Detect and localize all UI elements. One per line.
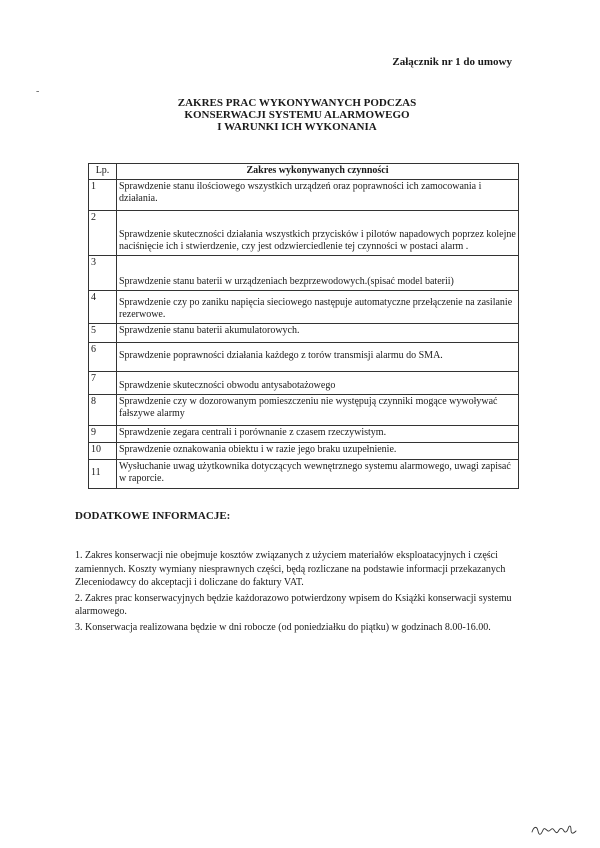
document-title bbox=[0, 97, 600, 133]
row-number: 3 bbox=[89, 255, 117, 290]
row-number: 5 bbox=[89, 323, 117, 342]
row-text: Sprawdzenie poprawności działania każdego z torów transmisji alarmu do SMA. bbox=[117, 342, 519, 371]
table-row bbox=[89, 459, 519, 488]
row-number: 4 bbox=[89, 290, 117, 323]
row-text: Sprawdzenie stanu baterii w urządzeniach bezprzewodowych.(spisać model baterii) bbox=[117, 255, 519, 290]
table-row bbox=[89, 255, 519, 290]
table-row bbox=[89, 323, 519, 342]
row-text: Sprawdzenie stanu baterii akumulatorowych. bbox=[117, 323, 519, 342]
row-text: Wysłuchanie uwag użytkownika dotyczących wewnętrznego systemu alarmowego, uwagi zapisać w raporcie. bbox=[117, 459, 519, 488]
list-item: 1. Zakres konserwacji nie obejmuje kosztów związanych z użyciem materiałów eksploatacyjnych i części zamiennych. Koszty wymiany niesprawnych części, będą rozliczane na podstawie informacji przekazanych Zleceniodawcy do akceptacji i doliczane do faktury VAT. bbox=[75, 550, 506, 588]
attachment-label: Załącznik nr 1 do umowy bbox=[392, 56, 512, 68]
title-line: I WARUNKI ICH WYKONANIA bbox=[217, 121, 377, 133]
row-number: 10 bbox=[89, 442, 117, 459]
row-text: Sprawdzenie stanu ilościowego wszystkich urządzeń oraz poprawności ich zamocowania i działania. bbox=[117, 179, 519, 210]
row-text: Sprawdzenie zegara centrali i porównanie z czasem rzeczywistym. bbox=[117, 425, 519, 442]
work-scope-table bbox=[88, 163, 519, 489]
row-number: 2 bbox=[89, 210, 117, 255]
table-header-row bbox=[89, 164, 519, 180]
row-number: 9 bbox=[89, 425, 117, 442]
table-row bbox=[89, 371, 519, 394]
table-row bbox=[89, 342, 519, 371]
title-line: KONSERWACJI SYSTEMU ALARMOWEGO bbox=[184, 109, 410, 121]
header-lp: Lp. bbox=[89, 164, 117, 180]
row-text: Sprawdzenie skuteczności obwodu antysabotażowego bbox=[117, 371, 519, 394]
handwritten-signature bbox=[530, 822, 580, 838]
list-item: 2. Zakres prac konserwacyjnych będzie każdorazowo potwierdzony wpisem do Książki konserwacji systemu alarmowego. bbox=[75, 592, 512, 617]
row-text: Sprawdzenie czy w dozorowanym pomieszczeniu nie występują czynniki mogące wywoływać fałszywe alarmy bbox=[117, 394, 519, 425]
table-row bbox=[89, 394, 519, 425]
row-number: 1 bbox=[89, 179, 117, 210]
additional-info-list bbox=[75, 549, 530, 636]
title-line: ZAKRES PRAC WYKONYWANYCH PODCZAS bbox=[177, 97, 417, 109]
table-row bbox=[89, 179, 519, 210]
row-text: Sprawdzenie czy po zaniku napięcia sieciowego następuje automatyczne przełączenie na zasilanie rezerwowe. bbox=[117, 290, 519, 323]
row-number: 8 bbox=[89, 394, 117, 425]
row-number: 7 bbox=[89, 371, 117, 394]
margin-mark: - bbox=[36, 86, 40, 97]
table-row bbox=[89, 442, 519, 459]
row-number: 6 bbox=[89, 342, 117, 371]
list-item: 3. Konserwacja realizowana będzie w dni robocze (od poniedziałku do piątku) w godzinach 8.00-16.00. bbox=[75, 621, 491, 633]
additional-info-heading: DODATKOWE INFORMACJE: bbox=[75, 510, 231, 522]
row-text: Sprawdzenie skuteczności działania wszystkich przycisków i pilotów napadowych poprzez kolejne naciśnięcie ich i stwierdzenie, czy jest odzwierciedlenie tej czynności w postaci alarm . bbox=[117, 210, 519, 255]
header-scope: Zakres wykonywanych czynności bbox=[117, 164, 519, 180]
table-row bbox=[89, 425, 519, 442]
row-text: Sprawdzenie oznakowania obiektu i w razie jego braku uzupełnienie. bbox=[117, 442, 519, 459]
row-number: 11 bbox=[89, 459, 117, 488]
table-row bbox=[89, 210, 519, 255]
table-row bbox=[89, 290, 519, 323]
